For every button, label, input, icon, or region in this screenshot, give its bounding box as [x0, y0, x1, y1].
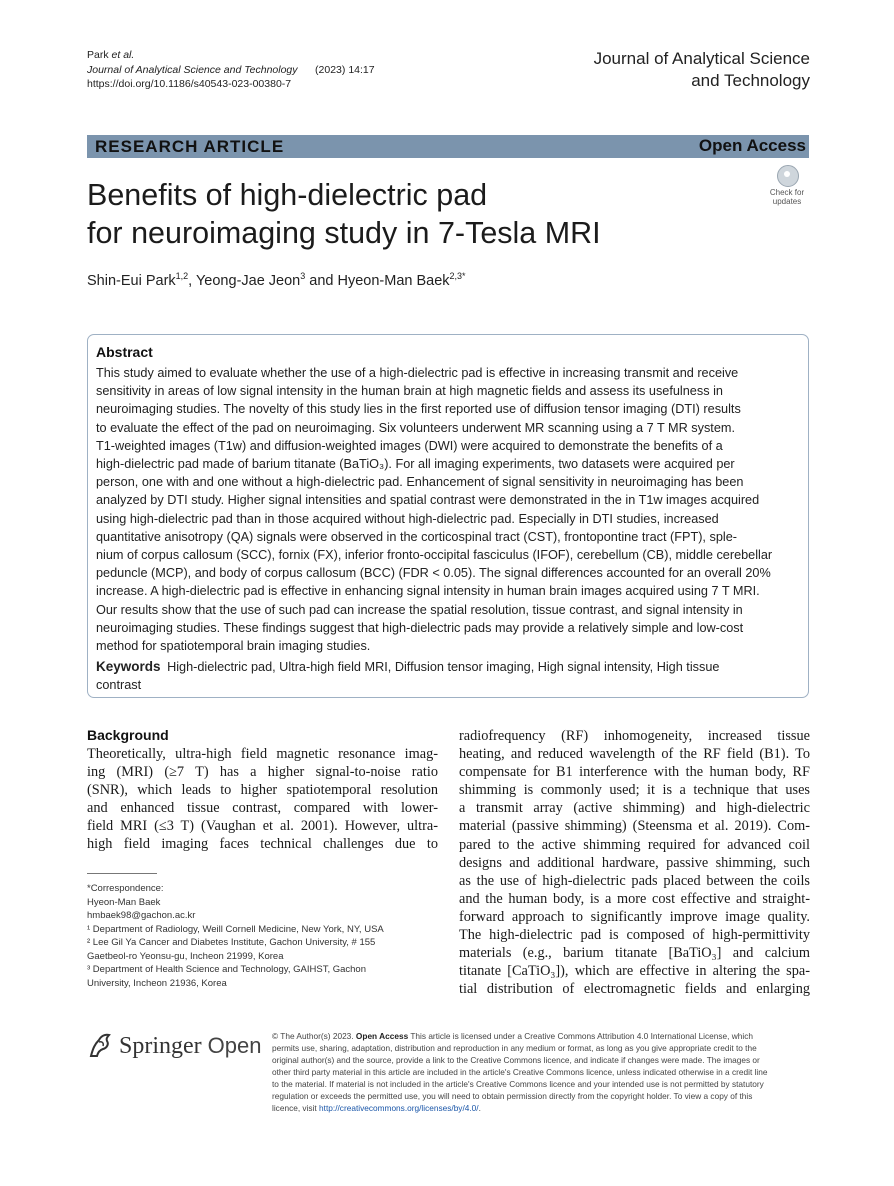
text-line: and the human body, is a more cost effective and straight-: [459, 890, 810, 907]
license-period: .: [478, 1103, 481, 1113]
abstract-heading: Abstract: [96, 344, 153, 360]
author-1: Shin-Eui Park: [87, 272, 176, 289]
abstract-body: [96, 364, 804, 655]
author-2: , Yeong-Jae Jeon: [188, 272, 301, 289]
journal-name-line2: and Technology: [691, 71, 810, 90]
license-line: permits use, sharing, adaptation, distribution and reproduction in any medium or format, as long as you give appropriate credit to the: [272, 1043, 757, 1053]
license-line: [272, 1030, 808, 1042]
abstract-line: Our results show that the use of such pad can increase the spatial resolution, tissue contrast, and signal intensity in: [96, 602, 743, 617]
springer-horse-logo-icon: [87, 1030, 115, 1060]
abstract-line: analyzed by DTI study. Higher signal intensities and spatial contrast were demonstrated in the in T1w images acquired: [96, 493, 760, 508]
license-link[interactable]: http://creativecommons.org/licenses/by/4.0/: [319, 1103, 479, 1113]
footnote-line: ² Lee Gil Ya Cancer and Diabetes Institute, Gachon University, # 155: [87, 937, 376, 948]
check-for-updates-icon: [777, 165, 799, 187]
text-line: forward approach to significantly improve image quality.: [459, 908, 810, 925]
journal-name: [594, 48, 810, 92]
author-list: [87, 266, 466, 291]
text-line: materials (e.g., barium titanate [BaTiO₃] and calcium: [459, 945, 810, 962]
publisher-name: Springer Open: [119, 1033, 262, 1059]
footnote-line: Gaetbeol-ro Yeonsu-gu, Incheon 21999, Korea: [87, 950, 284, 962]
text-line: The high-dielectric pad is composed of high-permittivity: [459, 927, 810, 944]
journal-citation: Journal of Analytical Science and Technology (2023) 14:17: [87, 63, 375, 76]
keywords-label: Keywords: [96, 659, 161, 674]
text-line: and enhanced tissue contrast, compared with lower-: [87, 800, 438, 817]
keywords: [96, 658, 786, 694]
text-line: tial distribution of electromagnetic fields and enlarging: [459, 981, 810, 998]
abstract-line: high-dielectric pad made of barium titanate (BaTiO₃). For all imaging experiments, two datasets were acquired per: [96, 457, 735, 472]
open-access-label: Open Access: [355, 1031, 409, 1041]
text-line: (SNR), which leads to higher spatiotemporal resolution: [87, 782, 438, 799]
article-type-label: RESEARCH ARTICLE: [95, 137, 285, 156]
abstract-line: method for spatiotemporal brain imaging studies.: [96, 639, 371, 654]
title-line1: Benefits of high-dielectric pad: [87, 178, 488, 212]
copyright: © The Author(s) 2023.: [272, 1031, 354, 1041]
abstract-line: neuroimaging studies. The novelty of this study lies in the first reported use of diffusion tensor imaging (DTI) results: [96, 402, 741, 417]
text-line: compensate for B1 interference with the human body, RF: [459, 764, 810, 781]
abstract-line: using high-dielectric pad than in those acquired without high-dielectric pad. Especially in DTI studies, increased: [96, 511, 719, 526]
text-line: shimming is commonly used; it is a technique that uses: [459, 782, 810, 799]
author-3: and Hyeon-Man Baek: [305, 272, 450, 289]
abstract-line: sensitivity in areas of low signal intensity in the human brain at high magnetic fields and assess its usefulness in: [96, 384, 723, 399]
text-line: pared to the active shimming required for advanced coil: [459, 836, 810, 853]
text-line: field MRI (≤3 T) (Vaughan et al. 2001). However, ultra-: [87, 818, 438, 835]
license-line: to the material. If material is not included in the article's Creative Commons licence and your intended use is not permitted by statutory: [272, 1079, 764, 1089]
license-visit-text: licence, visit: [272, 1103, 317, 1113]
license-line: other third party material in this article are included in the article's Creative Commons licence, unless indicated otherwise in a credit line: [272, 1067, 768, 1077]
author-3-affil: 2,3*: [449, 271, 466, 281]
author-1-affil: 1,2: [175, 271, 189, 281]
abstract-line: increase. A high-dielectric pad is effective in enhancing signal intensity in human brain images acquired using 7 T MRI.: [96, 584, 760, 599]
open-access-label: Open Access: [698, 136, 806, 155]
abstract-line: T1-weighted images (T1w) and diffusion-weighted images (DWI) were acquired to demonstrate the benefits of a: [96, 438, 723, 453]
text-line: material (passive shimming) (Steensma et al. 2019). Com-: [459, 818, 810, 835]
license-line-text: This article is licensed under a Creative Commons Attribution 4.0 International License, which: [410, 1031, 753, 1041]
footnote-line: hmbaek98@gachon.ac.kr: [87, 910, 196, 921]
text-line: titanate [CaTiO₃]), which are effective in altering the spa-: [459, 963, 810, 980]
doi-link[interactable]: https://doi.org/10.1186/s40543-023-00380-7: [87, 78, 292, 90]
title-line2: for neuroimaging study in 7-Tesla MRI: [87, 216, 601, 250]
text-line: high field imaging faces technical challenges due to: [87, 836, 438, 853]
footnote-line: University, Incheon 21936, Korea: [87, 977, 227, 989]
license-line: regulation or exceeds the permitted use, you will need to obtain permission directly from the copyright holder. To view a copy of this: [272, 1091, 753, 1101]
text-line: Theoretically, ultra-high field magnetic resonance imag-: [87, 746, 438, 762]
text-line: a transmit array (active shimming) and high-dielectric: [459, 800, 810, 817]
abstract-line: neuroimaging studies. These findings suggest that high-dielectric pads may provide a relatively simple and low-cost: [96, 620, 744, 635]
author-short: Park et al.: [87, 49, 135, 61]
text-line: ing (MRI) (≥7 T) has a higher signal-to-noise ratio: [87, 764, 438, 781]
text-line: designs and additional hardware, passive shimming, such: [459, 854, 810, 871]
keywords-text: High-dielectric pad, Ultra-high field MRI, Diffusion tensor imaging, High signal intensity, High tissue: [167, 660, 720, 674]
article-title: [87, 176, 707, 252]
footnote-line: Hyeon-Man Baek: [87, 896, 161, 908]
journal-name-line1: Journal of Analytical Science: [593, 49, 810, 68]
background-heading: Background: [87, 727, 169, 743]
check-for-updates-button[interactable]: [764, 165, 810, 211]
text-line: radiofrequency (RF) inhomogeneity, increased tissue: [459, 728, 810, 744]
author-2-affil: 3: [300, 271, 306, 281]
text-line: heating, and reduced wavelength of the RF field (B1). To: [459, 746, 810, 763]
abstract-line: person, one with and one without a high-dielectric pad. Enhancement of signal sensitivity in neuroimaging has been: [96, 475, 744, 490]
footnote-line: ¹ Department of Radiology, Weill Cornell Medicine, New York, NY, USA: [87, 923, 384, 935]
abstract-line: nium of corpus callosum (SCC), fornix (FX), inferior fronto-occipital fasciculus (IFOF), cerebellum (CB), middle cerebellar: [96, 548, 773, 563]
footnote-divider: [87, 873, 157, 874]
footnotes: [87, 882, 417, 990]
abstract-line: peduncle (MCP), and body of corpus callosum (BCC) (FDR < 0.05). The signal differences accounted for an overall 20%: [96, 566, 771, 581]
keywords-text-cont: contrast: [96, 678, 142, 692]
text-line: as the use of high-dielectric pads placed between the coils: [459, 872, 810, 889]
check-for-updates-text: Check for updates: [769, 188, 805, 206]
background-right-column: [459, 727, 810, 998]
abstract-line: quantitative anisotropy (QA) signals were observed in the corticospinal tract (CST), frontopontine tract (FPT), sple-: [96, 529, 737, 544]
license-line: original author(s) and the source, provide a link to the Creative Commons licence, and indicate if changes were made. The images or: [272, 1055, 760, 1065]
springer-open-logo: [87, 1030, 262, 1064]
citation-header: [87, 48, 375, 92]
abstract-line: to evaluate the effect of the pad on neuroimaging. Six volunteers underwent MR scanning using a 7 T MR system.: [96, 420, 735, 435]
license-line: [272, 1102, 808, 1114]
footnote-line: *Correspondence:: [87, 883, 164, 894]
abstract-line: This study aimed to evaluate whether the use of a high-dielectric pad is effective in increasing transmit and receive: [96, 366, 739, 380]
footnote-line: ³ Department of Health Science and Technology, GAIHST, Gachon: [87, 964, 366, 975]
background-left-column: [87, 745, 438, 854]
license-text: [272, 1030, 808, 1114]
